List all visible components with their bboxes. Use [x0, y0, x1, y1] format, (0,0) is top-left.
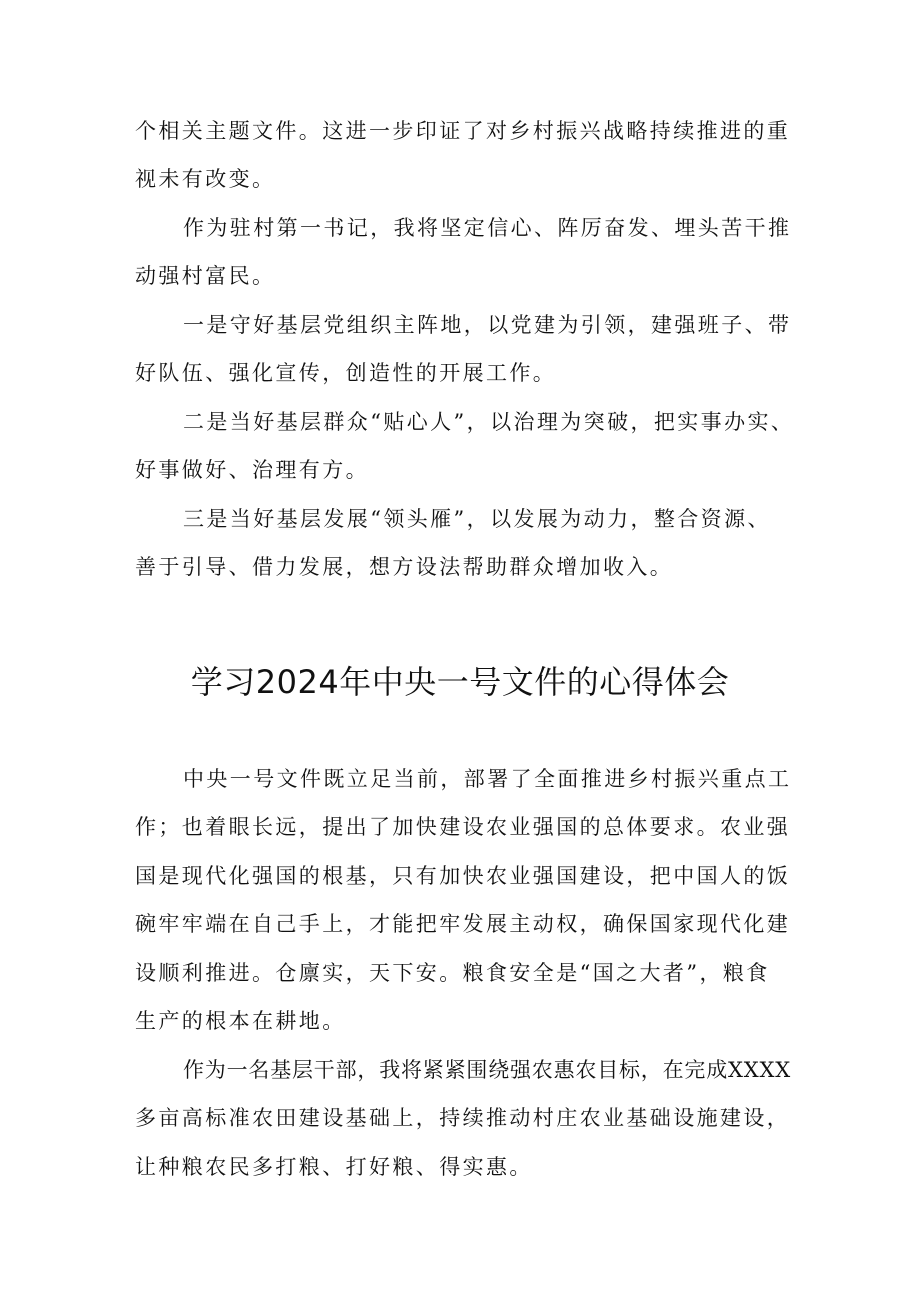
paragraph-line: 作为驻村第一书记，我将坚定信心、阵厉奋发、埋头苦干推 [183, 216, 792, 240]
paragraph-line: 动强村富民。 [135, 264, 276, 288]
paragraph-line: 善于引导、借力发展，想方设法帮助群众增加收入。 [135, 555, 674, 579]
paragraph-line: 三是当好基层发展“领头雁”，以发展为动力，整合资源、 [183, 507, 771, 531]
paragraph-line: 碗牢牢端在自己手上，才能把牢发展主动权，确保国家现代化建 [135, 912, 791, 936]
paragraph-line: 好队伍、强化宣传，创造性的开展工作。 [135, 361, 557, 385]
document-title: 学习2024年中央一号文件的心得体会 [190, 663, 730, 701]
paragraph-line: 国是现代化强国的根基，只有加快农业强国建设，把中国人的饭 [135, 864, 791, 888]
paragraph-line: 作；也着眼长远，提出了加快建设农业强国的总体要求。农业强 [135, 815, 791, 839]
paragraph-line: 作为一名基层干部，我将紧紧围绕强农惠农目标，在完成XXXX [183, 1058, 791, 1082]
paragraph-line: 个相关主题文件。这进一步印证了对乡村振兴战略持续推进的重 [135, 119, 791, 143]
paragraph-line: 好事做好、治理有方。 [135, 458, 369, 482]
paragraph-line: 生产的根本在耕地。 [135, 1009, 346, 1033]
paragraph-line: 设顺利推进。仓廪实，天下安。粮食安全是“国之大者”，粮食 [135, 961, 770, 985]
paragraph-line: 让种粮农民多打粮、打好粮、得实惠。 [135, 1155, 533, 1179]
paragraph-line: 视未有改变。 [135, 167, 276, 191]
paragraph-line: 多亩高标准农田建设基础上，持续推动村庄农业基础设施建设， [135, 1106, 791, 1130]
paragraph-line: 一是守好基层党组织主阵地，以党建为引领，建强班子、带 [183, 313, 792, 337]
paragraph-line: 中央一号文件既立足当前，部署了全面推进乡村振兴重点工 [183, 767, 792, 791]
paragraph-line: 二是当好基层群众“贴心人”，以治理为突破，把实事办实、 [183, 410, 795, 434]
